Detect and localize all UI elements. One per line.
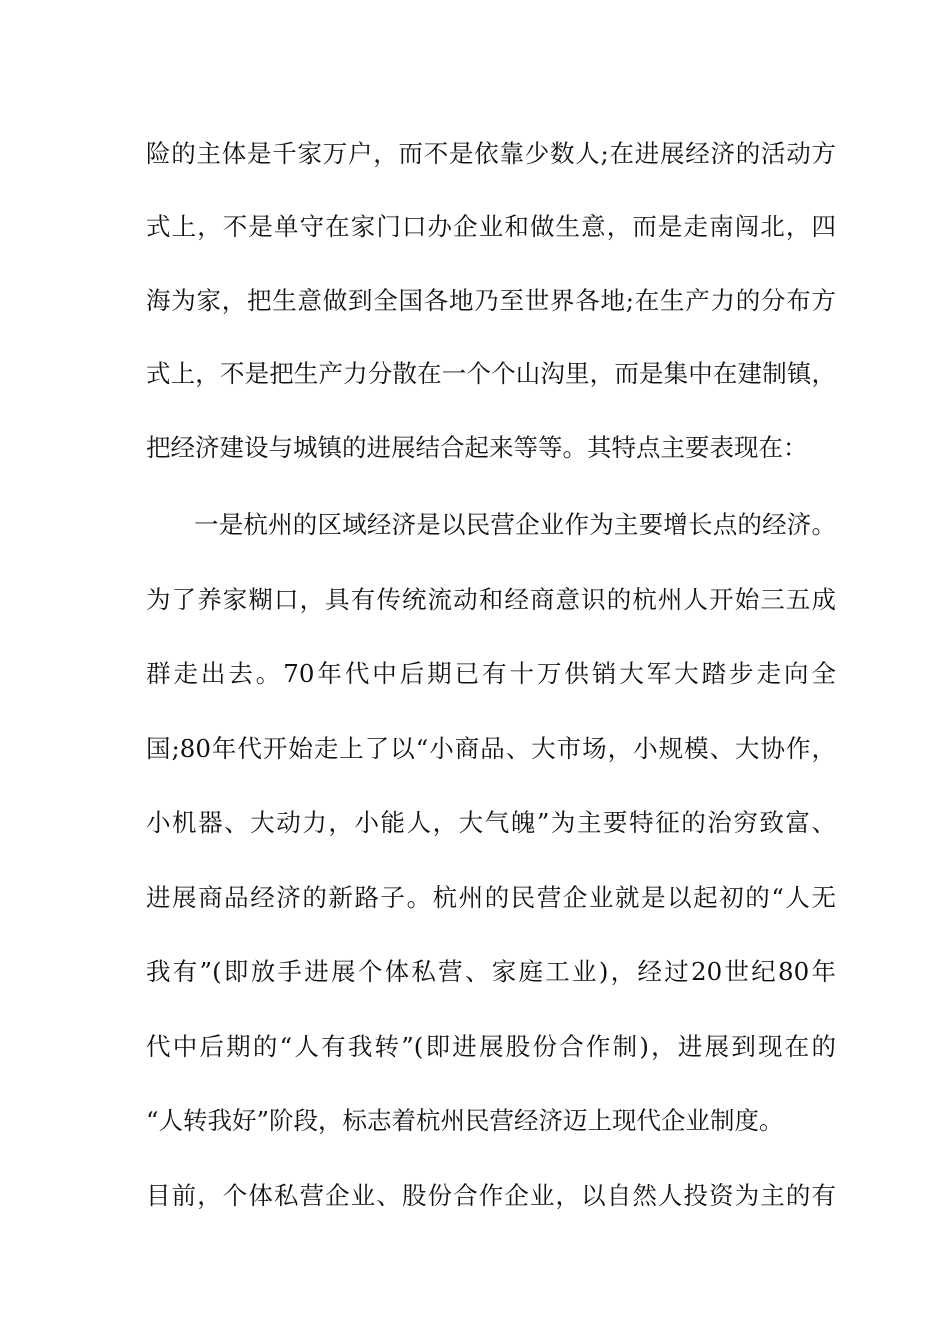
body-text-line: 代中后期的“人有我转”(即进展股份合作制)，进展到现在的 — [146, 1032, 836, 1061]
body-text-line: 为了养家糊口，具有传统流动和经商意识的杭州人开始三五成 — [146, 585, 836, 614]
body-text-line: 进展商品经济的新路子。杭州的民营企业就是以起初的“人无 — [146, 883, 836, 912]
body-text-line: 我有”(即放手进展个体私营、家庭工业)，经过20世纪80年 — [146, 957, 836, 986]
body-text-line: 小机器、大动力，小能人，大气魄”为主要特征的治穷致富、 — [146, 808, 836, 837]
body-text-line: 群走出去。70年代中后期已有十万供销大军大踏步走向全 — [146, 659, 836, 688]
body-text-line: 式上，不是单守在家门口办企业和做生意，而是走南闯北，四 — [146, 212, 836, 241]
paragraph-first-line: 一是杭州的区域经济是以民营企业作为主要增长点的经济。 — [194, 510, 836, 539]
body-text-line: “人转我好”阶段，标志着杭州民营经济迈上现代企业制度。 — [146, 1106, 784, 1135]
body-text-line: 目前，个体私营企业、股份合作企业，以自然人投资为主的有 — [146, 1181, 836, 1210]
body-text-line: 式上，不是把生产力分散在一个个山沟里，而是集中在建制镇， — [146, 359, 836, 388]
body-text-line: 国;80年代开始走上了以“小商品、大市场，小规模、大协作， — [146, 734, 836, 763]
body-text-line: 险的主体是千家万户，而不是依靠少数人;在进展经济的活动方 — [146, 139, 836, 168]
body-text-line: 海为家，把生意做到全国各地乃至世界各地;在生产力的分布方 — [146, 286, 836, 315]
body-text-line: 把经济建设与城镇的进展结合起来等等。其特点主要表现在： — [146, 433, 808, 462]
